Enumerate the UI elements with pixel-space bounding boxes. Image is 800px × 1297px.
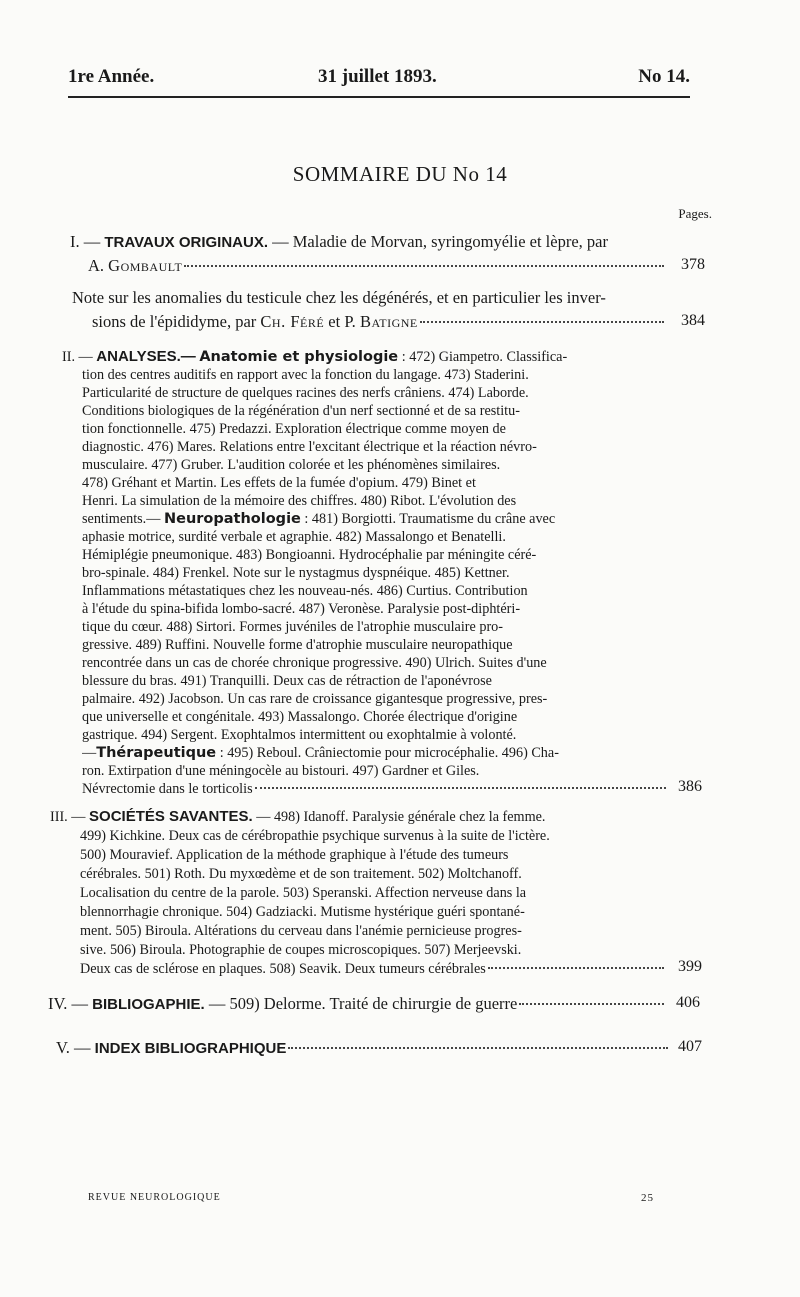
dot-leader — [184, 265, 664, 267]
section-number: IV. — — [48, 994, 89, 1013]
dot-leader — [519, 1003, 664, 1005]
dot-leader — [288, 1047, 668, 1049]
dot-leader — [488, 967, 664, 969]
text-fragment: : 481) Borgiotti. Traumatisme du crâne avec — [304, 511, 556, 527]
section-heading: TRAVAUX ORIGINAUX. — [104, 234, 268, 251]
header-year: 1re Année. — [68, 66, 155, 87]
section-heading: INDEX BIBLIOGRAPHIQUE — [94, 1040, 287, 1057]
text-line: tion fonctionnelle. 475) Predazzi. Exploration électrique comme moyen de — [82, 421, 506, 437]
footer-page-number: 25 — [641, 1192, 654, 1204]
pages-column-label: Pages. — [678, 206, 712, 221]
text-fragment: A. — [88, 256, 105, 275]
section-2-line-23 — [82, 744, 674, 762]
text-line: sive. 506) Biroula. Photographie de coupes microscopiques. 507) Merjeevski. — [80, 942, 522, 958]
header-number: No 14. — [638, 66, 690, 87]
text-line: 478) Gréhant et Martin. Les effets de la fumée d'opium. 479) Binet et — [82, 475, 476, 491]
dot-leader — [420, 321, 664, 323]
section-number: I. — — [70, 232, 101, 251]
page-number: 384 — [681, 312, 705, 329]
author-name: Batigne — [359, 312, 418, 331]
text-line: Conditions biologiques de la régénération d'un nerf sectionné et de sa restitu- — [82, 403, 520, 419]
text-line: cérébrales. 501) Roth. Du myxœdème et de son traitement. 502) Moltchanoff. — [80, 866, 522, 882]
section-heading: ANALYSES.— — [96, 348, 196, 365]
author-name: Gombault — [108, 256, 183, 275]
text-fragment: — 509) Delorme. Traité de chirurgie de guerre — [208, 994, 518, 1013]
text-line: 500) Mouravief. Application de la méthode graphique à l'étude des tumeurs — [80, 847, 509, 863]
section-number: V. — — [56, 1038, 91, 1057]
section-3-line-1 — [50, 808, 674, 826]
section-number: III. — — [50, 809, 86, 825]
text-fragment: : 495) Reboul. Crâniectomie pour microcéphalie. 496) Cha- — [219, 745, 559, 761]
section-2-line-10 — [82, 510, 674, 528]
text-line: gressive. 489) Ruffini. Nouvelle forme d'atrophie musculaire neuropathique — [82, 637, 513, 653]
text-line: diagnostic. 476) Mares. Relations entre l'excitant électrique et la réaction névro- — [82, 439, 537, 455]
header-rule — [68, 96, 690, 98]
section-text: — Maladie de Morvan, syringomyélie et lèpre, par — [272, 232, 608, 251]
subsection-heading: Thérapeutique — [96, 745, 217, 761]
text-line: bro-spinale. 484) Frenkel. Note sur le nystagmus dyspnéique. 485) Kettner. — [82, 565, 510, 581]
text-line: ment. 505) Biroula. Altérations du cerveau dans l'anémie pernicieuse progres- — [80, 923, 522, 939]
text-line: Henri. La simulation de la mémoire des chiffres. 480) Ribot. L'évolution des — [82, 493, 517, 509]
text-line: palmaire. 492) Jacobson. Un cas rare de croissance gigantesque progressive, pres- — [82, 691, 548, 707]
section-text: : 472) Giampetro. Classifica- — [401, 349, 568, 365]
section-heading: BIBLIOGAPHIE. — [92, 996, 205, 1013]
text-line: Particularité de structure de quelques racines des nerfs crâniens. 474) Laborde. — [82, 385, 529, 401]
page-number: 378 — [681, 256, 705, 273]
text-line: aphasie motrice, surdité verbale et agraphie. 482) Massalongo et Benatelli. — [82, 529, 506, 545]
page-number: 407 — [678, 1038, 702, 1055]
text-line: tique du cœur. 488) Sirtori. Formes juvéniles de l'atrophie musculaire pro- — [82, 619, 503, 635]
author-name: Ch. Féré — [260, 312, 325, 331]
page-title: SOMMAIRE DU No 14 — [292, 162, 508, 186]
page-number: 386 — [678, 778, 702, 795]
text-line: Hémiplégie pneumonique. 483) Bongioanni. Hydrocéphalie par méningite céré- — [82, 547, 537, 563]
text-line: Localisation du centre de la parole. 503) Speranski. Affection nerveuse dans la — [80, 885, 527, 901]
text-fragment: — 498) Idanoff. Paralysie générale chez la femme. — [256, 809, 546, 825]
subsection-heading: Neuropathologie — [163, 511, 301, 527]
text-line: musculaire. 477) Gruber. L'audition colorée et les phénomènes similaires. — [82, 457, 501, 473]
text-line: tion des centres auditifs en rapport avec la fonction du langage. 473) Staderini. — [82, 367, 529, 383]
section-number: II. — — [62, 349, 93, 365]
section-1-line-1 — [70, 232, 676, 252]
page-footer — [88, 1192, 654, 1203]
section-5-line — [56, 1038, 672, 1058]
text-line: que universelle et congénitale. 493) Massalongo. Chorée électrique d'origine — [82, 709, 518, 725]
section-2-line-1 — [62, 348, 674, 366]
text-line: gastrique. 494) Sergent. Exophtalmos intermittent ou exophtalmie à volonté. — [82, 727, 517, 743]
section-1-line-3: Note sur les anomalies du testicule chez les dégénérés, et en particulier les inver- — [72, 288, 606, 307]
text-fragment: Deux cas de sclérose en plaques. 508) Seavik. Deux tumeurs cérébrales — [80, 961, 486, 977]
dot-leader — [255, 787, 666, 789]
text-line: blennorrhagie chronique. 504) Gadziacki. Mutisme hystérique guéri spontané- — [80, 904, 525, 920]
text-line: ron. Extirpation d'une méningocèle au bistouri. 497) Gardner et Giles. — [82, 763, 480, 779]
section-1-line-4 — [92, 312, 668, 332]
subsection-heading: Anatomie et physiologie — [199, 349, 399, 365]
page-header — [68, 66, 690, 90]
text-line: 499) Kichkine. Deux cas de cérébropathie psychique survenus à la suite de l'ictère. — [80, 828, 550, 844]
text-line: à l'étude du spina-bifida lombo-sacré. 487) Veronèse. Paralysie post-diphtéri- — [82, 601, 521, 617]
text-fragment: — — [82, 745, 97, 761]
text-fragment: et P. — [328, 312, 356, 331]
footer-journal-name: REVUE NEUROLOGIQUE — [88, 1192, 221, 1203]
text-line: blessure du bras. 491) Tranquilli. Deux cas de rétraction de l'aponévrose — [82, 673, 492, 689]
page-number: 406 — [676, 994, 700, 1011]
text-fragment: Névrectomie dans le torticolis — [82, 781, 253, 797]
section-heading: SOCIÉTÉS SAVANTES. — [89, 808, 253, 825]
section-4-line — [48, 994, 668, 1014]
header-date: 31 juillet 1893. — [318, 66, 437, 87]
section-2-last-line — [82, 780, 670, 798]
text-fragment: sentiments.— — [82, 511, 161, 527]
section-3-last-line — [80, 960, 668, 978]
text-fragment: sions de l'épididyme, par — [92, 312, 257, 331]
text-line: Inflammations métastatiques chez les nouveau-nés. 486) Curtius. Contribution — [82, 583, 528, 599]
page-number: 399 — [678, 958, 702, 975]
section-1-line-2 — [88, 256, 668, 276]
text-line: rencontrée dans un cas de chorée chronique progressive. 490) Ulrich. Suites d'une — [82, 655, 547, 671]
